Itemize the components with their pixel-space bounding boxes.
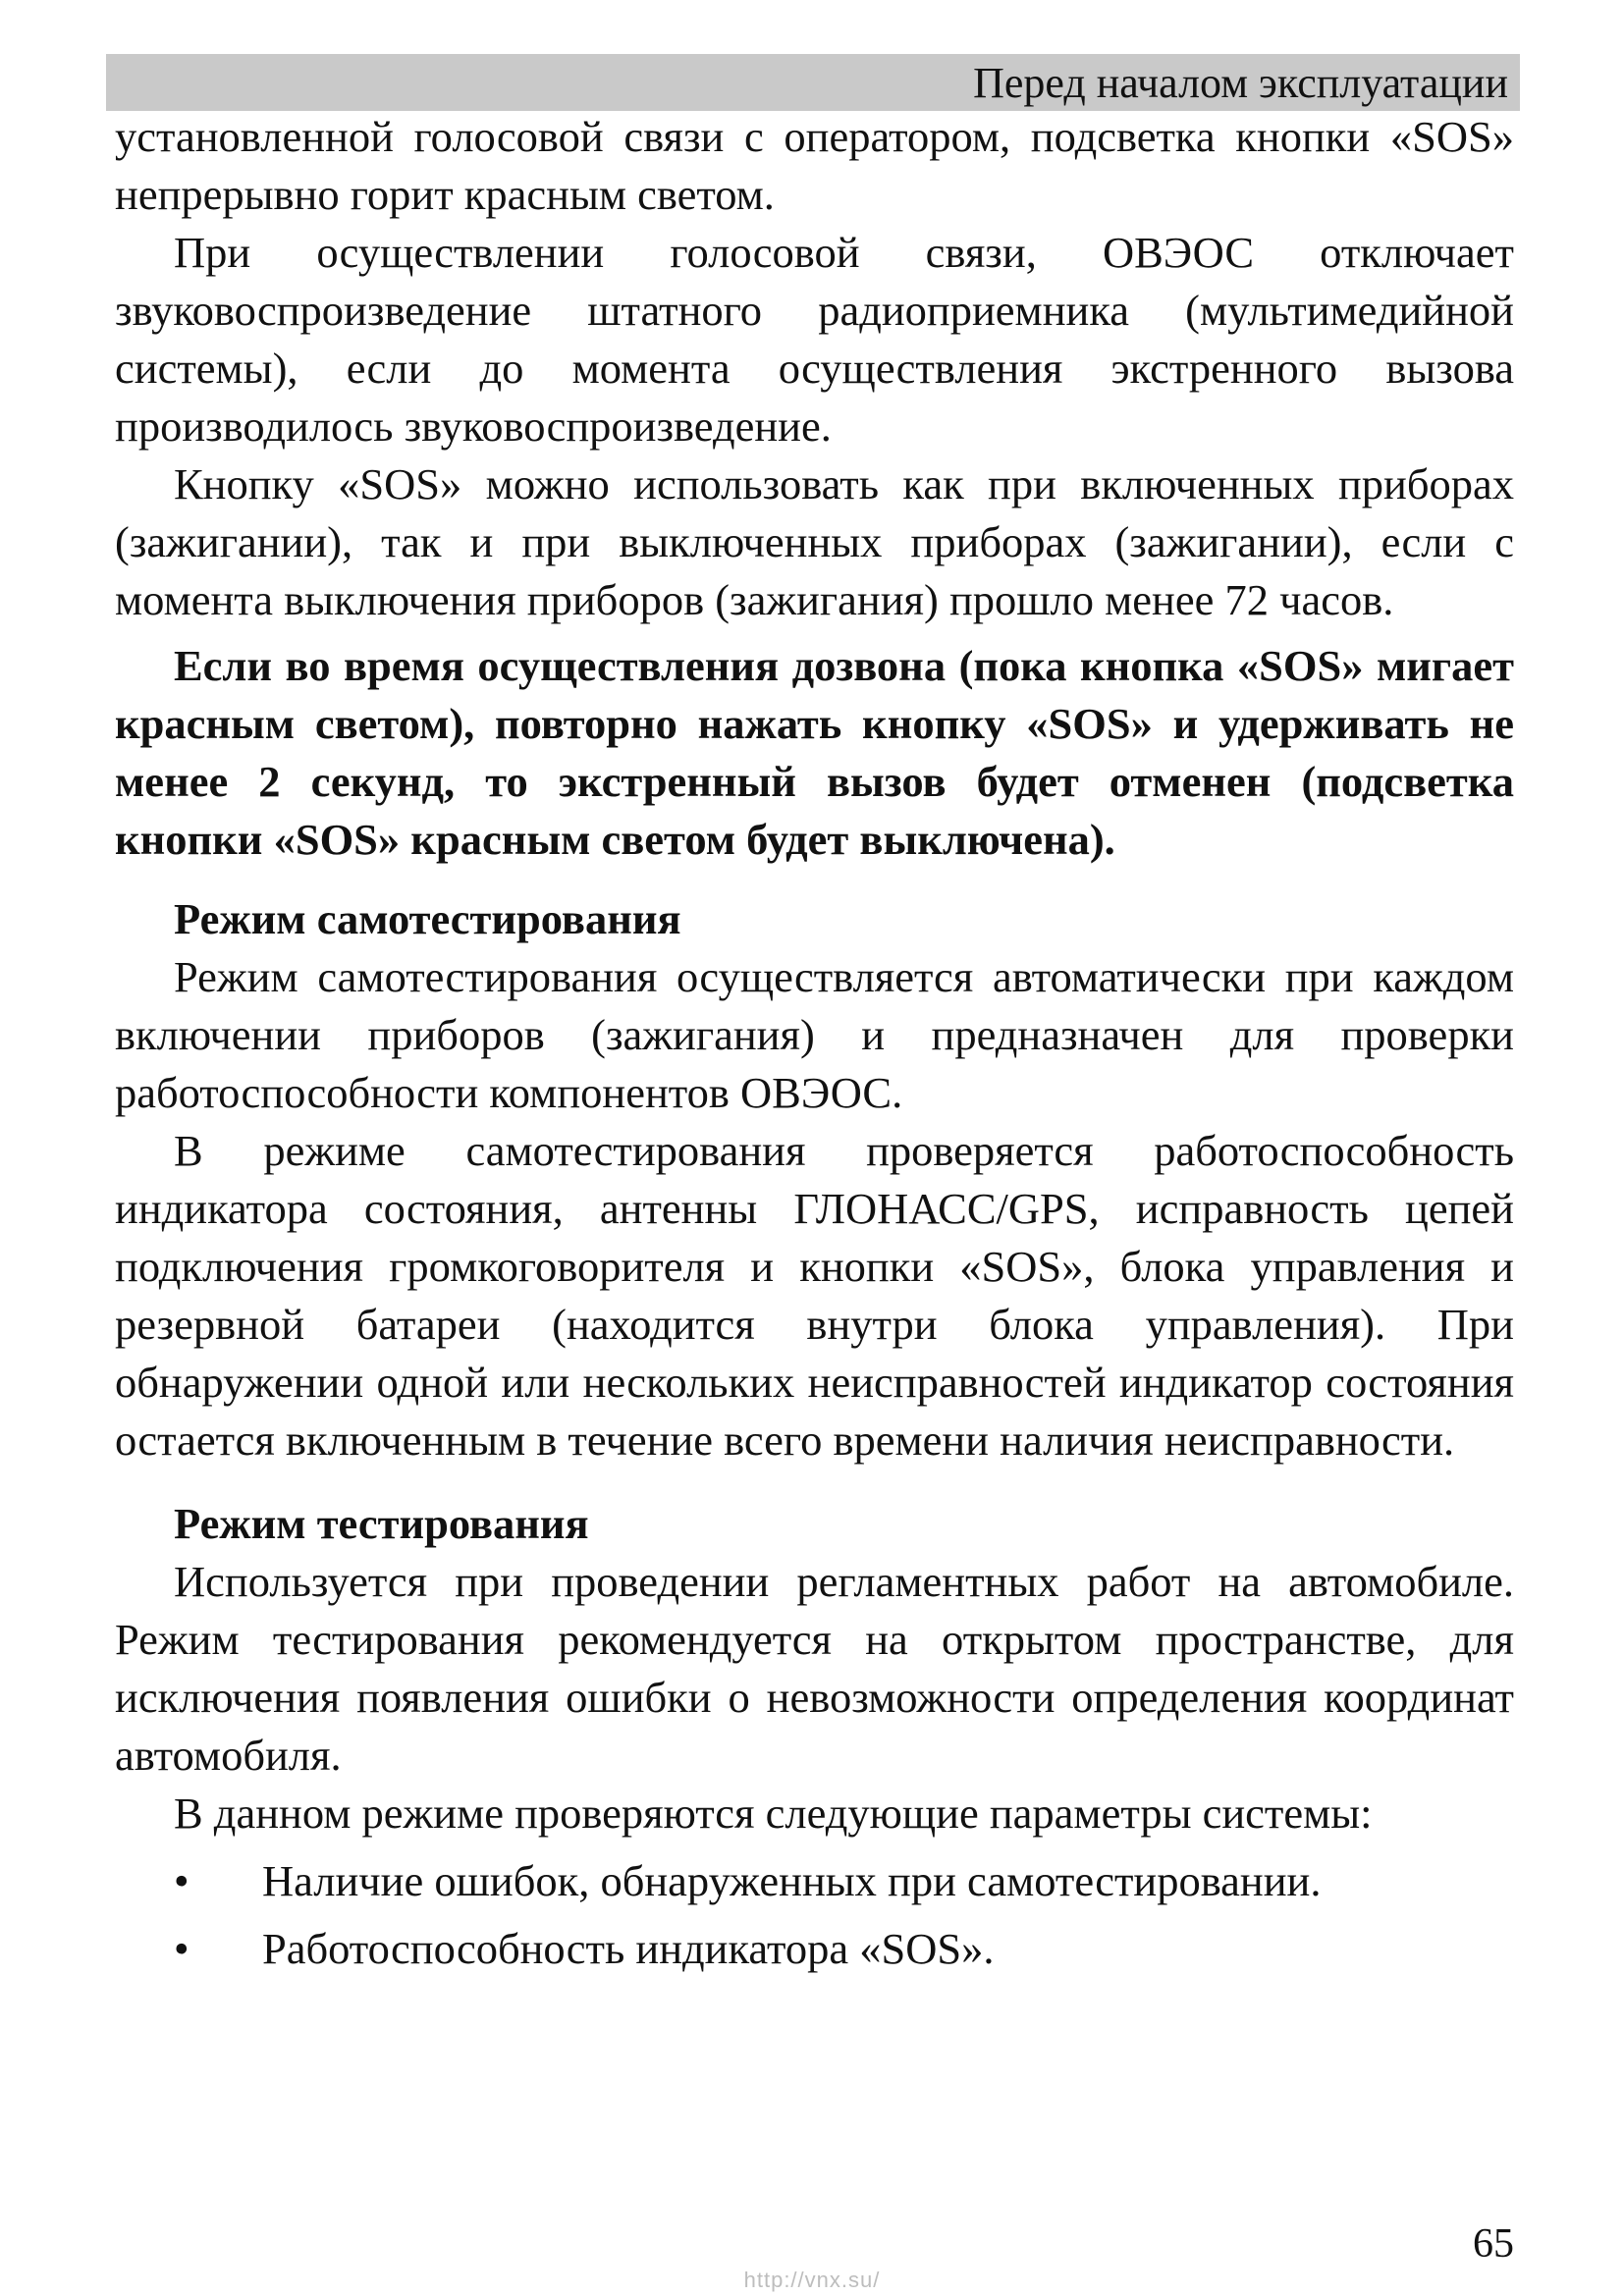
heading-self-test: Режим самотестирования (174, 894, 681, 943)
paragraph-sos-usage: Кнопку «SOS» можно использовать как при включенных приборах (зажигании), так и при выключенных приборах (зажигании), если с момента выключения приборов (зажигания) прошло менее 72 часов. (115, 459, 1514, 624)
bullet-icon: • (174, 1856, 189, 1905)
paragraph-cancel-warning: Если во время осуществления дозвона (пока кнопка «SOS» мигает красным светом), повторно нажать кнопку «SOS» и удерживать не менее 2 секунд, то экстренный вызов будет отменен (подсветка кнопки «SOS» красным светом будет выключена). (115, 641, 1514, 864)
paragraph-continuation: установленной голосовой связи с оператором, подсветка кнопки «SOS» непрерывно горит красным светом. (115, 112, 1514, 219)
running-header (106, 54, 1520, 111)
heading-test-mode: Режим тестирования (174, 1499, 589, 1548)
paragraph-self-test-details: В режиме самотестирования проверяется работоспособность индикатора состояния, антенны ГЛОНАСС/GPS, исправность цепей подключения громкоговорителя и кнопки «SOS», блока управления и резервной батареи (находится внутри блока управления). При обнаружении одной или нескольких неисправностей индикатор состояния остается включенным в течение всего времени наличия неисправности. (115, 1126, 1514, 1465)
paragraph-voice-call: При осуществлении голосовой связи, ОВЭОС отключает звуковоспроизведение штатного радиоприемника (мультимедийной системы), если до момента осуществления экстренного вызова производилось звуковоспроизведение. (115, 228, 1514, 451)
paragraph-test-mode-intro: Используется при проведении регламентных работ на автомобиле. Режим тестирования рекомендуется на открытом пространстве, для исключения появления ошибки о невозможности определения координат автомобиля. (115, 1557, 1514, 1780)
page-number: 65 (1473, 2221, 1514, 2267)
watermark-url: http://vnx.su/ (743, 2268, 881, 2292)
list-item-text: Наличие ошибок, обнаруженных при самотестировании. (262, 1856, 1322, 1905)
list-item-text: Работоспособность индикатора «SOS». (262, 1924, 995, 1973)
test-parameters-list (115, 1852, 1514, 1978)
list-item (115, 1920, 1514, 1978)
bullet-icon: • (174, 1924, 189, 1973)
list-item (115, 1852, 1514, 1910)
paragraph-test-mode-params: В данном режиме проверяются следующие параметры системы: (174, 1789, 1373, 1838)
page-body (115, 108, 1514, 1978)
paragraph-self-test-intro: Режим самотестирования осуществляется автоматически при каждом включении приборов (зажигания) и предназначен для проверки работоспособности компонентов ОВЭОС. (115, 952, 1514, 1117)
running-header-title: Перед началом эксплуатации (973, 59, 1508, 107)
